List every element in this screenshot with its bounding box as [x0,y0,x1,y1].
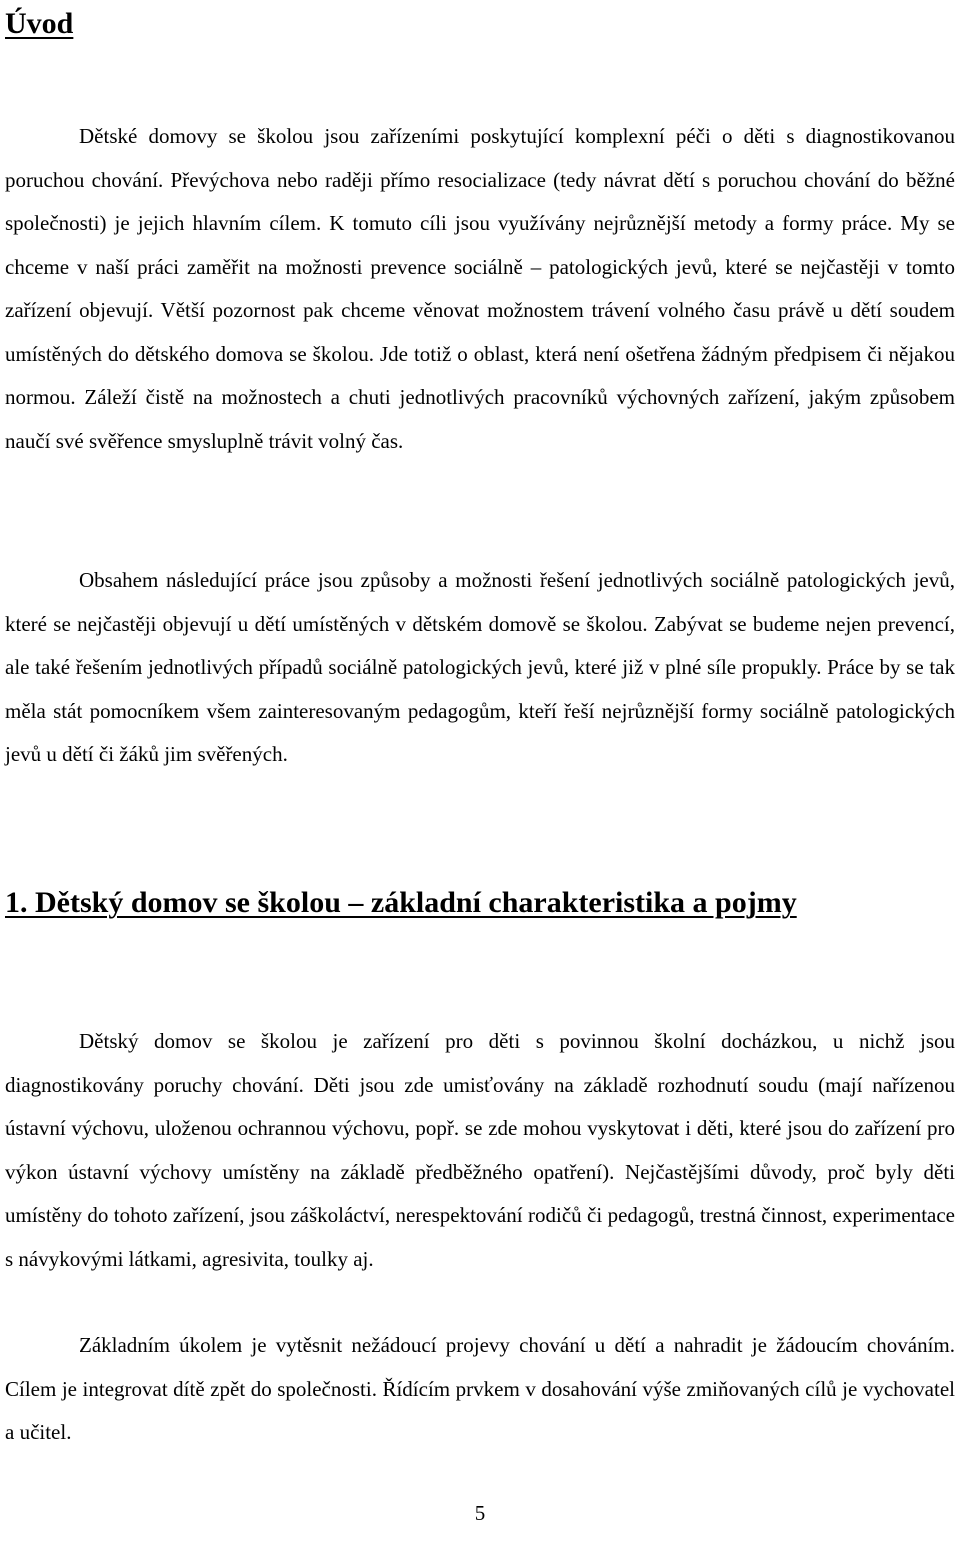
chapter-1-heading: 1. Dětský domov se školou – základní charakteristika a pojmy [5,886,797,919]
page-number: 5 [474,1501,486,1525]
chapter-1-paragraph-1: Dětský domov se školou je zařízení pro děti s povinnou školní docházkou, u nichž jsou diagnostikovány poruchy chování. Děti jsou zde umisťovány na základě rozhodnutí soudu (mají nařízenou ústavní výchovu, uloženou ochrannou výchovu, popř. se zde mohou vyskytovat i děti, které jsou do zařízení pro výkon ústavní výchovy umístěny na základě předběžného opatření). Nejčastějšími důvody, proč byly děti umístěny do tohoto zařízení, jsou záškoláctví, nerespektování rodičů či pedagogů, trestná činnost, experimentace s návykovými látkami, agresivita, toulky aj. [5,1029,955,1271]
intro-heading: Úvod [5,7,74,40]
intro-paragraph-2: Obsahem následující práce jsou způsoby a možnosti řešení jednotlivých sociálně patologických jevů, které se nejčastěji objevují u dětí umístěných v dětském domově se školou. Zabývat se budeme nejen prevencí, ale také řešením jednotlivých případů sociálně patologických jevů, které již v plné síle propukly. Práce by se tak měla stát pomocníkem všem zainteresovaným pedagogům, kteří řeší nejrůznější formy sociálně patologických jevů u dětí či žáků jim svěřených. [5,568,955,766]
chapter-1-paragraph-2: Základním úkolem je vytěsnit nežádoucí projevy chování u dětí a nahradit je žádoucím chováním. Cílem je integrovat dítě zpět do společnosti. Řídícím prvkem v dosahování výše zmiňovaných cílů je vychovatel a učitel. [5,1333,955,1444]
intro-paragraph-1: Dětské domovy se školou jsou zařízeními poskytující komplexní péči o děti s diagnostikovanou poruchou chování. Převýchova nebo raději přímo resocializace (tedy návrat dětí s poruchou chování do běžné společnosti) je jejich hlavním cílem. K tomuto cíli jsou využívány nejrůznější metody a formy práce. My se chceme v naší práci zaměřit na možnosti prevence sociálně – patologických jevů, které se nejčastěji v tomto zařízení objevují. Větší pozornost pak chceme věnovat možnostem trávení volného času právě u dětí soudem umístěných do dětského domova se školou. Jde totiž o oblast, která není ošetřena žádným předpisem či nějakou normou. Záleží čistě na možnostech a chuti jednotlivých pracovníků výchovných zařízení, jakým způsobem naučí své svěřence smysluplně trávit volný čas. [5,124,955,453]
